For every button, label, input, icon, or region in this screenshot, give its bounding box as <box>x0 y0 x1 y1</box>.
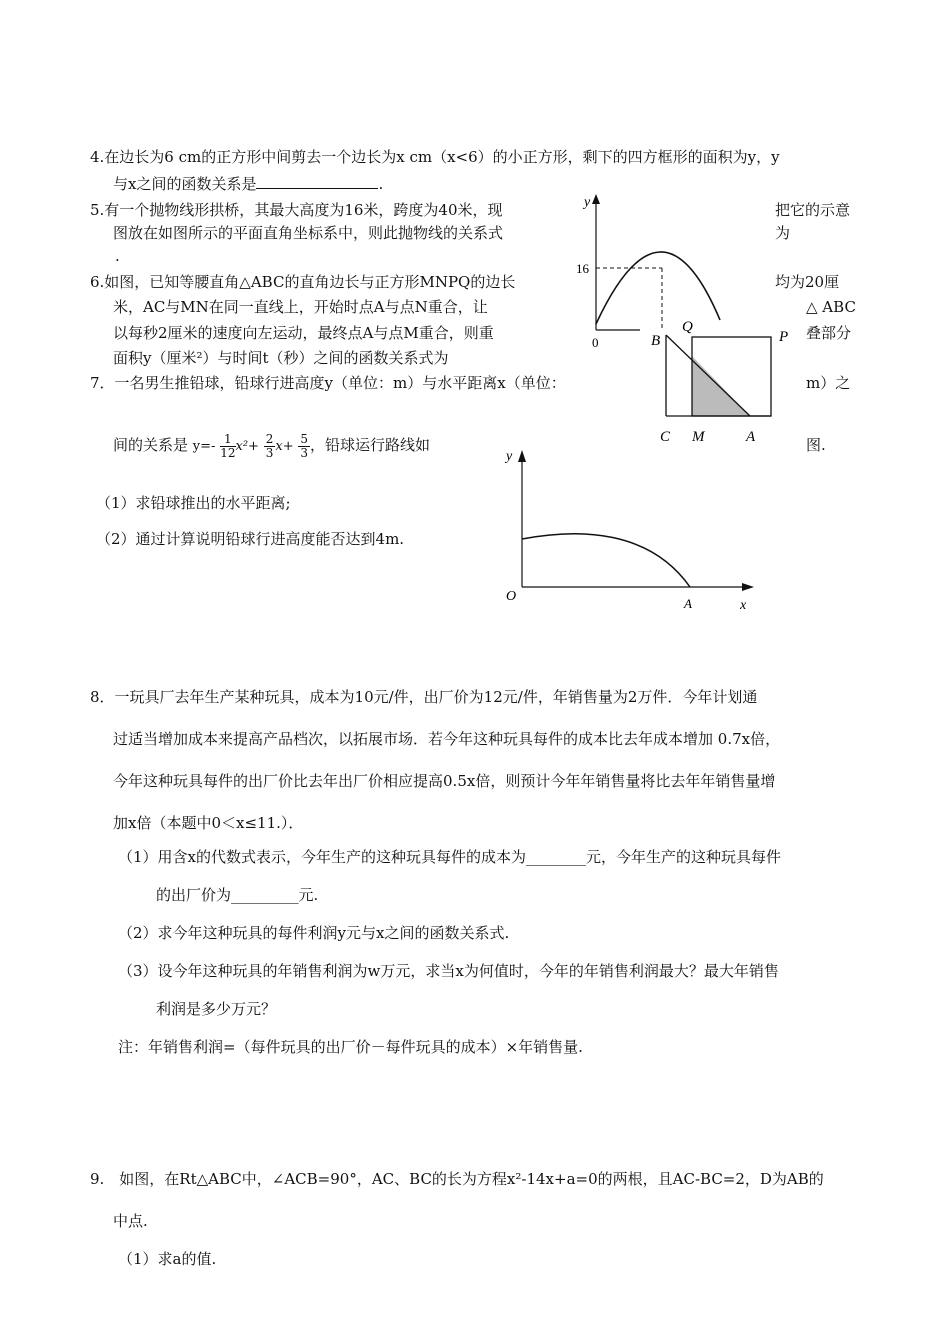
q4-answer-blank <box>256 188 378 189</box>
shotput-x-arrow <box>742 583 754 591</box>
parabola-y-arrow <box>592 194 600 204</box>
q7-frac2-den: 3 <box>265 445 274 460</box>
shotput-origin: O <box>506 589 517 604</box>
q8-line3: 今年这种玩具每件的出厂价比去年出厂价相应提高0.5x倍，则预计今年年销售量将比去年年销售量增 <box>113 772 776 790</box>
q7-frac2-num: 2 <box>265 431 274 446</box>
q5-line3: . <box>115 247 120 265</box>
q7-line2 <box>113 428 430 464</box>
q7-line2-pre: 间的关系是 <box>113 436 189 454</box>
q5-line1: 5.有一个抛物线形拱桥，其最大高度为16米，跨度为40米，现 <box>90 201 503 219</box>
label-a: A <box>746 429 756 445</box>
q6-line2-right: △ ABC <box>806 298 856 316</box>
parabola-origin: 0 <box>592 335 599 350</box>
label-p: P <box>779 329 789 345</box>
fig-shotput <box>500 442 765 617</box>
q4-line1: 4.在边长为6 cm的正方形中间剪去一个边长为x cm（x<6）的小正方形，剩下的四方框形的面积为y，y <box>90 148 780 166</box>
q7-frac3 <box>298 433 310 460</box>
q5-line2-right: 为 <box>775 224 791 242</box>
q7-line1-right: m）之 <box>806 374 851 392</box>
q9-line1: 9. 如图，在Rt△ABC中，∠ACB=90°，AC、BC的长为方程x²-14x+a=0的两根，且AC-BC=2，D为AB的 <box>90 1170 824 1188</box>
q6-line2: 米，AC与MN在同一直线上，开始时点A与点N重合，让 <box>113 298 488 316</box>
q6-line3: 以每秒2厘米的速度向左运动，最终点A与点M重合，则重 <box>113 324 494 342</box>
q6-line1: 6.如图，已知等腰直角△ABC的直角边长与正方形MNPQ的边长 <box>90 273 516 291</box>
q8-sub2: （2）求今年这种玩具的每件利润y元与x之间的函数关系式. <box>118 924 510 942</box>
parabola-curve <box>596 252 720 324</box>
q8-sub1a: （1）用含x的代数式表示，今年生产的这种玩具每件的成本为________元，今年生产的这种玩具每件 <box>118 848 782 866</box>
q7-line2-right: 图. <box>806 436 826 454</box>
q6-line3-right: 叠部分 <box>806 324 852 342</box>
label-q: Q <box>682 319 693 335</box>
shotput-y-arrow <box>518 450 526 462</box>
parabola-y-label: y <box>584 195 591 210</box>
q8-sub1b: 的出厂价为_________元. <box>156 886 319 904</box>
q7-line2-post: ，铅球运行路线如 <box>310 436 431 454</box>
q7-eq-mid1: x²+ <box>235 439 259 454</box>
fig-shotput-svg <box>500 442 765 617</box>
q4-line2-text: 与x之间的函数关系是 <box>113 175 257 193</box>
q7-frac2 <box>264 433 276 460</box>
q9-line2: 中点. <box>113 1212 148 1230</box>
q8-line4: 加x倍（本题中0＜x≤11.）． <box>113 814 304 832</box>
q6-line1-right: 均为20厘 <box>775 273 840 291</box>
q8-sub3a: （3）设今年这种玩具的年销售利润为w万元，求当x为何值时，今年的年销售利润最大？最大年销售 <box>118 962 779 980</box>
label-c: C <box>660 429 671 445</box>
shotput-x-label: x <box>740 598 747 613</box>
q8-line1: 8．一玩具厂去年生产某种玩具，成本为10元/件，出厂价为12元/件，年销售量为2万件．今年计划通 <box>90 688 758 706</box>
q7-frac1-num: 1 <box>220 433 235 447</box>
q8-line2: 过适当增加成本来提高产品档次，以拓展市场．若今年这种玩具每件的成本比去年成本增加 0.7x倍， <box>113 730 781 748</box>
q7-frac1 <box>220 433 235 460</box>
parabola-tick-16: 16 <box>576 261 589 276</box>
q5-line2: 图放在如图所示的平面直角坐标系中，则此抛物线的关系式 <box>113 224 504 242</box>
q7-sub2: （2）通过计算说明铅球行进高度能否达到4m. <box>96 530 405 548</box>
q6-line4: 面积y（厘米²）与时间t（秒）之间的函数关系式为 <box>113 349 449 367</box>
q8-sub3b: 利润是多少万元？ <box>156 1000 277 1018</box>
q7-sub1: （1）求铅球推出的水平距离; <box>96 494 291 512</box>
fig-square-triangle-svg <box>645 315 805 450</box>
q7-frac1-den: 12 <box>220 445 236 460</box>
q7-frac3-den: 3 <box>300 445 309 460</box>
q5-line1-right: 把它的示意 <box>775 201 851 219</box>
shotput-trajectory <box>522 534 690 587</box>
shotput-y-label: y <box>506 449 513 464</box>
q9-sub1: （1）求a的值. <box>118 1250 217 1268</box>
q7-eq-y: y=- <box>192 439 216 454</box>
q4-line2: 与x之间的函数关系是 . <box>113 175 384 193</box>
fig-square-triangle <box>645 315 805 450</box>
q8-note: 注：年销售利润=（每件玩具的出厂价－每件玩具的成本）×年销售量. <box>118 1038 583 1056</box>
shotput-point-a: A <box>684 596 692 611</box>
q7-eq-mid2: x+ <box>275 439 294 454</box>
q7-frac3-num: 5 <box>300 431 309 446</box>
q7-line1: 7．一名男生推铅球，铅球行进高度y（单位：m）与水平距离x（单位： <box>90 374 566 392</box>
label-b: B <box>651 333 661 349</box>
label-m: M <box>692 429 705 445</box>
